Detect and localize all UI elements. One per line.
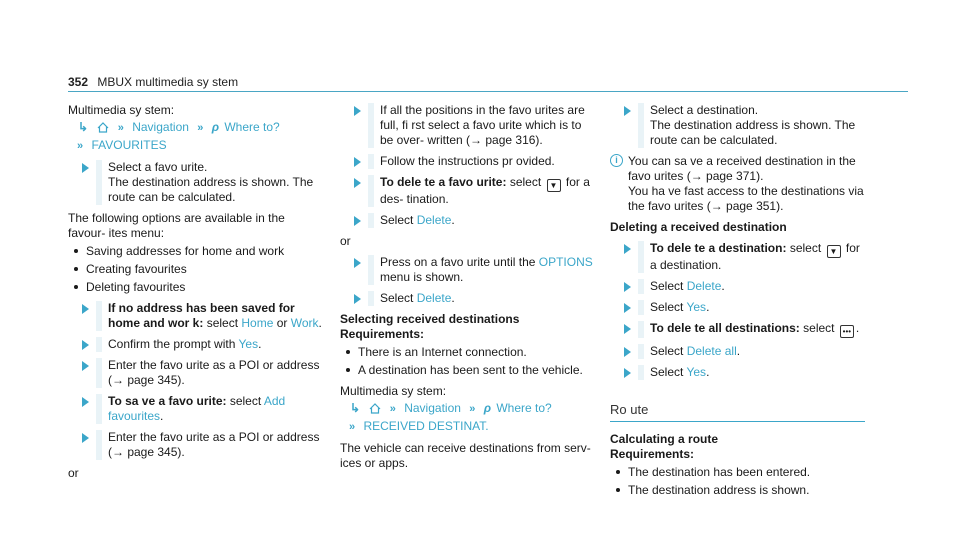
step: Select Delete all. xyxy=(610,344,865,359)
info-icon: i xyxy=(610,154,623,167)
double-chevron-icon: » xyxy=(469,403,476,415)
list-item: A destination has been sent to the vehicle. xyxy=(340,363,595,378)
step-text: Select xyxy=(650,365,684,379)
step-arrow-icon xyxy=(354,294,361,304)
step-text: Select xyxy=(650,344,684,358)
step-bold: To sa ve a favo urite: xyxy=(108,394,227,408)
link-yes: Yes xyxy=(238,337,259,351)
step-text: Follow the instructions pr ovided. xyxy=(380,154,555,168)
header-divider xyxy=(68,91,908,92)
home-icon xyxy=(369,403,381,414)
requirements-label: Requirements: xyxy=(340,327,425,341)
step: To dele te all destinations: select ••• . xyxy=(610,321,865,338)
section-heading: Deleting a received destination xyxy=(610,220,787,234)
double-chevron-icon: » xyxy=(117,122,124,134)
nav-favourites: FAVOURITES xyxy=(91,138,167,152)
step: Select Delete. xyxy=(610,279,865,294)
nav-path xyxy=(340,401,595,417)
step: Select Yes. xyxy=(610,365,865,380)
double-chevron-icon: » xyxy=(349,421,356,433)
intro-text: Multimedia sy stem: xyxy=(68,103,175,117)
step-text: or xyxy=(276,316,288,330)
step-text: select xyxy=(206,316,239,330)
step-arrow-icon xyxy=(354,178,361,188)
link-delete: Delete xyxy=(686,279,722,293)
page-number: 352 xyxy=(68,75,89,89)
link-yes: Yes xyxy=(686,300,707,314)
step-text: Select xyxy=(650,300,684,314)
list-item: Deleting favourites xyxy=(68,280,323,295)
step xyxy=(340,103,595,148)
intro-text: Multimedia sy stem: xyxy=(340,384,447,398)
nav-where-to: Where to? xyxy=(224,120,280,134)
list-item: The destination address is shown. xyxy=(610,483,865,498)
step-arrow-icon xyxy=(354,157,361,167)
step-text: for a destination. xyxy=(650,241,860,272)
step-arrow-icon xyxy=(82,340,89,350)
or-text: or xyxy=(68,466,79,480)
home-icon xyxy=(97,122,109,133)
column-3 xyxy=(610,103,865,501)
list-item: Creating favourites xyxy=(68,262,323,277)
corner-arrow-icon: ↳ xyxy=(78,120,89,134)
closing-text: The vehicle can receive destinations from serv‐ ices or apps. xyxy=(340,441,591,470)
column-2 xyxy=(340,103,595,473)
list-item: The destination has been entered. xyxy=(610,465,865,480)
link-delete-all: Delete all xyxy=(686,344,737,358)
section-heading: Selecting received destinations xyxy=(340,312,520,326)
list-item: There is an Internet connection. xyxy=(340,345,595,360)
link-work: Work xyxy=(290,316,319,330)
search-icon: ρ xyxy=(211,120,219,134)
step-arrow-icon xyxy=(354,106,361,116)
step: If no address has been saved for home and wor k: select Home or Work. xyxy=(68,301,323,331)
step-text: The destination address is shown. The route can be calculated. xyxy=(650,118,856,147)
step-arrow-icon xyxy=(624,244,631,254)
page-header xyxy=(68,75,238,89)
step-text: for a des‐ tination. xyxy=(380,175,590,206)
step-text: Select xyxy=(380,291,414,305)
or-text: or xyxy=(340,234,351,248)
route-subheading: Calculating a route xyxy=(610,432,719,446)
nav-received: RECEIVED DESTINAT. xyxy=(363,419,489,433)
double-chevron-icon: » xyxy=(197,122,204,134)
step-text: select xyxy=(803,321,835,335)
search-icon: ρ xyxy=(483,401,491,415)
step-arrow-icon xyxy=(82,397,89,407)
step-arrow-icon xyxy=(624,282,631,292)
requirements-label: Requirements: xyxy=(610,447,695,461)
step-arrow-icon xyxy=(624,368,631,378)
step-bold: To dele te a destination: xyxy=(650,241,787,255)
step-text: Select a favo urite. xyxy=(108,160,208,174)
step xyxy=(340,154,595,169)
page-ref: (→ page 345). xyxy=(108,373,185,387)
step: To sa ve a favo urite: select Add favourites. xyxy=(68,394,323,424)
link-delete: Delete xyxy=(416,213,452,227)
step-arrow-icon xyxy=(624,106,631,116)
step-text: select xyxy=(789,241,822,255)
step-bold: To dele te a favo urite: xyxy=(380,175,507,189)
step-text: Select a destination. xyxy=(650,103,759,117)
nav-navigation: Navigation xyxy=(404,401,461,415)
double-chevron-icon: » xyxy=(389,403,396,415)
step-arrow-icon xyxy=(82,304,89,314)
note-text: You can sa ve a received destination in the favo urites (→ page 371). xyxy=(628,154,856,183)
step: Confirm the prompt with Yes. xyxy=(68,337,323,352)
step-arrow-icon xyxy=(624,347,631,357)
step xyxy=(68,160,323,205)
chevron-down-icon: ▼ xyxy=(827,245,841,258)
step xyxy=(610,241,865,273)
step-text: Confirm the prompt with xyxy=(108,337,236,351)
step: Select Delete. xyxy=(340,291,595,306)
note-text: You ha ve fast access to the destinations via the favo urites (→ page 351). xyxy=(628,184,864,213)
step xyxy=(68,358,323,388)
step-bold: If no address has been saved for home and wor k: xyxy=(108,301,295,330)
step: Select Yes. xyxy=(610,300,865,315)
link-options: OPTIONS xyxy=(538,255,593,269)
corner-arrow-icon: ↳ xyxy=(350,401,361,415)
nav-path-2 xyxy=(340,419,595,435)
step-text: menu is shown. xyxy=(380,270,464,284)
page-ref: (→ page 345). xyxy=(108,445,185,459)
nav-path xyxy=(68,120,323,136)
step-text: Enter the favo urite as a POI or address xyxy=(108,358,320,372)
column-1 xyxy=(68,103,323,483)
step xyxy=(68,430,323,460)
step xyxy=(340,255,595,285)
nav-path-2 xyxy=(68,138,323,154)
step-text: Enter the favo urite as a POI or address xyxy=(108,430,320,444)
step-arrow-icon xyxy=(624,303,631,313)
step-text: Select xyxy=(380,213,414,227)
more-options-icon: ••• xyxy=(840,325,854,338)
step-arrow-icon xyxy=(354,258,361,268)
route-heading: Ro ute xyxy=(610,402,649,417)
step-arrow-icon xyxy=(82,163,89,173)
step-text: The destination address is shown. The route can be calculated. xyxy=(108,175,314,204)
step-text: Press on a favo urite until the xyxy=(380,255,536,269)
step-arrow-icon xyxy=(82,361,89,371)
step: Select Delete. xyxy=(340,213,595,228)
header-title: MBUX multimedia sy stem xyxy=(97,75,239,89)
step xyxy=(610,103,865,148)
double-chevron-icon: » xyxy=(77,140,84,152)
note xyxy=(610,154,865,214)
step-text: select xyxy=(229,394,262,408)
step-text: select xyxy=(509,175,542,189)
options-intro: The following options are available in the favour‐ ites menu: xyxy=(68,211,285,240)
step-arrow-icon xyxy=(354,216,361,226)
step xyxy=(340,175,595,207)
link-delete: Delete xyxy=(416,291,452,305)
step-arrow-icon xyxy=(82,433,89,443)
route-divider xyxy=(610,421,865,422)
nav-navigation: Navigation xyxy=(132,120,189,134)
link-add-favourites: Add favourites xyxy=(108,394,286,423)
chevron-down-icon: ▼ xyxy=(547,179,561,192)
step-text: If all the positions in the favo urites are full, fi rst select a favo urite which is to be over‐ written (→ page 316). xyxy=(380,103,585,147)
step-arrow-icon xyxy=(624,324,631,334)
list-item: Saving addresses for home and work xyxy=(68,244,323,259)
step-text: Select xyxy=(650,279,684,293)
step-bold: To dele te all destinations: xyxy=(650,321,800,335)
link-home: Home xyxy=(241,316,274,330)
link-yes: Yes xyxy=(686,365,707,379)
nav-where-to: Where to? xyxy=(496,401,552,415)
